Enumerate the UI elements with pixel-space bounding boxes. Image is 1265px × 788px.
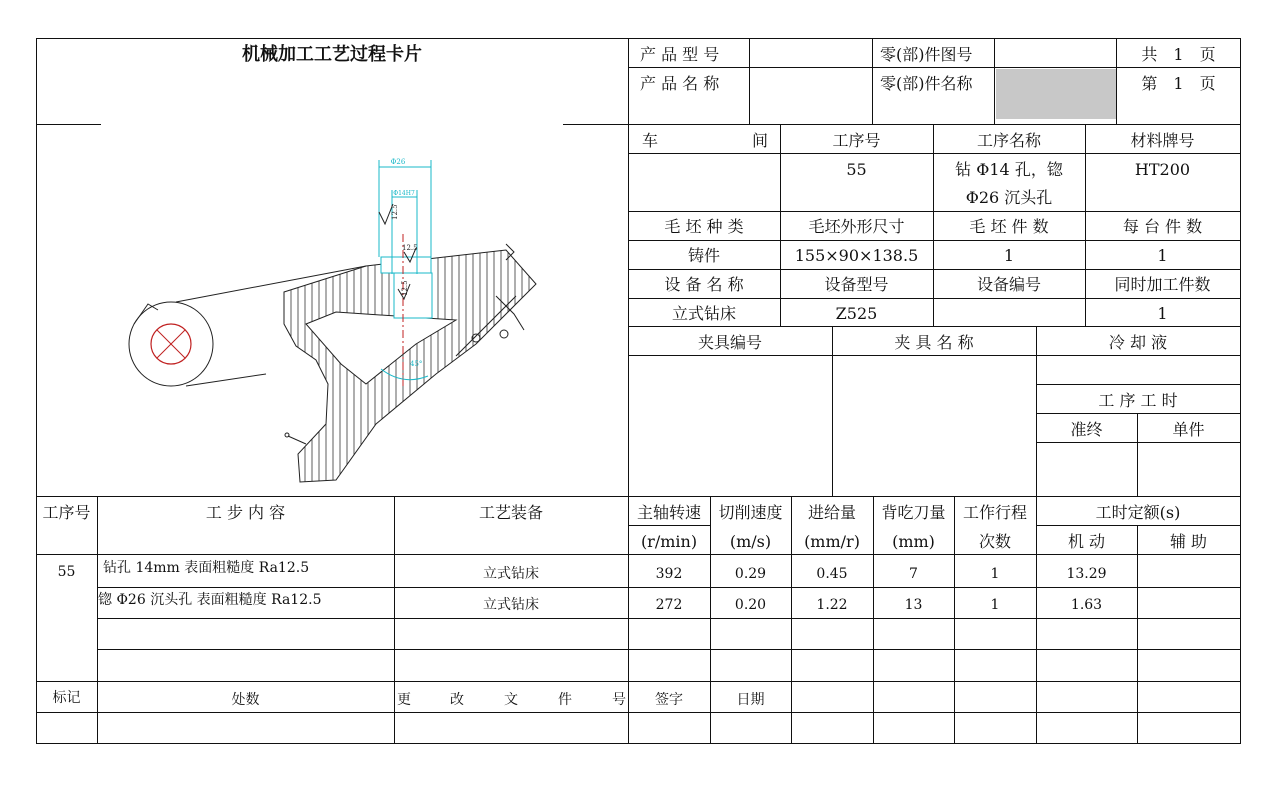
redacted-part-name <box>996 69 1116 119</box>
material-label: 材料牌号 <box>1130 131 1195 150</box>
speed-header: 主轴转速 <box>636 503 701 522</box>
prep-time-label: 准终 <box>1070 420 1103 439</box>
step-speed: 392 <box>655 566 683 582</box>
feed-unit: (mm/r) <box>804 532 860 551</box>
part-drawing <box>36 124 628 496</box>
steps-op-no: 55 <box>57 564 76 580</box>
feed-header: 进给量 <box>807 503 856 522</box>
steps-op-no-header: 工序号 <box>42 503 91 522</box>
step-equipment: 立式钻床 <box>483 566 539 582</box>
op-name-label: 工序名称 <box>976 131 1041 150</box>
steps-content-header: 工 步 内 容 <box>205 503 286 522</box>
product-name-label: 产 品 名 称 <box>640 74 720 93</box>
footer-sign: 签字 <box>655 692 683 708</box>
coolant-label: 冷 却 液 <box>1108 333 1168 352</box>
equip-model-value: Z525 <box>835 304 878 323</box>
blank-size-label: 毛坯外形尺寸 <box>808 217 905 236</box>
blank-count-label: 毛 坯 件 数 <box>969 217 1049 236</box>
step-feed: 1.22 <box>816 597 848 613</box>
passes-unit: 次数 <box>978 532 1011 551</box>
step-content: 锪 Φ26 沉头孔 表面粗糙度 Ra12.5 <box>98 592 322 608</box>
op-name-line1: 钻 Φ14 孔，锪 <box>955 160 1063 179</box>
step-depth: 7 <box>909 566 918 582</box>
per-unit-value: 1 <box>1157 246 1168 265</box>
step-machine-time: 1.63 <box>1070 597 1103 613</box>
page-number: 第 1 页 <box>1141 74 1216 93</box>
footer-change-5: 号 <box>612 692 626 708</box>
step-cut-speed: 0.29 <box>734 566 767 582</box>
op-no-label: 工序号 <box>832 131 881 150</box>
workshop-label-a: 车 <box>642 131 659 150</box>
equip-model-label: 设备型号 <box>824 275 889 294</box>
rough-1: 12.5 <box>402 244 418 252</box>
workshop-label-b: 间 <box>752 131 769 150</box>
machine-time-header: 机 动 <box>1067 532 1106 551</box>
material-value: HT200 <box>1134 160 1191 179</box>
op-no-value: 55 <box>846 160 867 179</box>
passes-header: 工作行程 <box>962 503 1027 522</box>
footer-mark: 标记 <box>52 690 81 706</box>
equip-name-label: 设 备 名 称 <box>664 275 744 294</box>
product-model-label: 产 品 型 号 <box>640 45 720 64</box>
bore <box>394 273 432 318</box>
footer-date: 日期 <box>736 692 765 708</box>
step-passes: 1 <box>990 566 1000 582</box>
depth-header: 背吃刀量 <box>881 503 946 522</box>
rough-2: 12.5 <box>391 204 399 220</box>
footer-change-3: 文 <box>504 692 518 708</box>
blank-type-label: 毛 坯 种 类 <box>664 217 744 236</box>
blank-size-value: 155×90×138.5 <box>794 246 919 265</box>
blank-type-value: 铸件 <box>687 246 720 265</box>
card-title: 机械加工工艺过程卡片 <box>242 44 422 65</box>
step-depth: 13 <box>904 597 923 613</box>
equip-no-label: 设备编号 <box>976 275 1041 294</box>
counterbore <box>381 257 431 273</box>
step-machine-time: 13.29 <box>1066 566 1107 582</box>
op-name-line2: Φ26 沉头孔 <box>965 188 1053 207</box>
total-pages: 共 1 页 <box>1141 45 1216 64</box>
part-name-label: 零(部)件名称 <box>880 74 973 93</box>
part-drawing-label: 零(部)件图号 <box>880 45 973 64</box>
blank-count-value: 1 <box>1003 246 1015 265</box>
dim-angle: 45° <box>410 360 423 368</box>
fixture-name-label: 夹 具 名 称 <box>894 333 974 352</box>
step-content: 钻孔 14mm 表面粗糙度 Ra12.5 <box>103 560 310 576</box>
step-feed: 0.45 <box>816 566 848 582</box>
dim-26: Φ26 <box>390 158 406 166</box>
aux-time-header: 辅 助 <box>1169 532 1208 551</box>
step-speed: 272 <box>655 597 683 613</box>
op-time-label: 工 序 工 时 <box>1098 391 1178 410</box>
fixture-no-label: 夹具编号 <box>697 333 762 352</box>
footer-change-4: 件 <box>558 692 572 708</box>
footer-change-2: 改 <box>450 692 464 708</box>
depth-unit: (mm) <box>892 532 935 551</box>
simultaneous-value: 1 <box>1157 304 1168 323</box>
rough-3: 12.5 <box>401 280 409 296</box>
dim-14: Φ14H7 <box>393 190 415 197</box>
cut-speed-unit: (m/s) <box>729 532 772 551</box>
step-cut-speed: 0.20 <box>734 597 767 613</box>
equip-name-value: 立式钻床 <box>671 304 736 323</box>
step-equipment: 立式钻床 <box>483 597 539 613</box>
cut-speed-header: 切削速度 <box>718 503 783 522</box>
footer-count: 处数 <box>231 692 260 708</box>
per-unit-label: 每 台 件 数 <box>1122 217 1203 236</box>
quota-header: 工时定额(s) <box>1095 503 1181 522</box>
speed-unit: (r/min) <box>640 532 698 551</box>
footer-change-1: 更 <box>397 692 411 708</box>
simultaneous-label: 同时加工件数 <box>1114 275 1211 294</box>
unit-time-label: 单件 <box>1172 420 1205 439</box>
step-passes: 1 <box>990 597 1000 613</box>
steps-equipment-header: 工艺装备 <box>478 503 543 522</box>
